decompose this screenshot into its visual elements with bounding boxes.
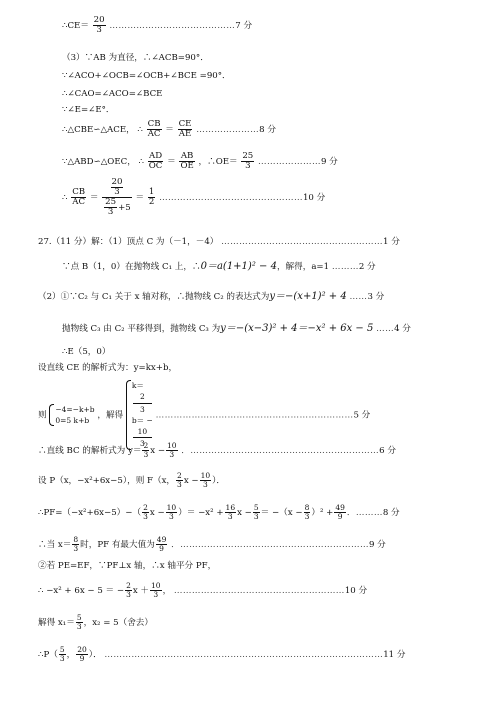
equation-system: −4=−k+b 0=5 k+b — [49, 404, 94, 427]
score-label: 10 分 — [302, 193, 326, 204]
score-label: 1 分 — [383, 237, 400, 247]
step-text: （3）∵AB 为直径，∴∠ACB=90°． — [62, 53, 209, 63]
step-equation: ∴ −x² + 6x − 5 ＝ − $\frac{2}{3}$ x ＋ $\frac{10}{3}$ ， …………………………………………………10 分 — [38, 581, 368, 599]
problem-27-header: 27.（11 分）解：（1）顶点 C 为（－1，－4） ………………………………………………1 分 — [38, 237, 400, 247]
step-text: 设直线 CE 的解析式为：y=kx+b， — [38, 363, 178, 373]
step-ratio: ∴ $\frac{CB}{AC}$ ＝ $\frac{20}{3}$ $\frac{25}{3}$ +5 ＝ $\frac{1}{2}$ …………………………………………10 分 — [62, 177, 326, 218]
score-label: 8 分 — [259, 125, 276, 136]
step-system: 则 −4=−k+b 0=5 k+b ，解得 k＝ 2 3 b＝ − 10 3 …………………………………………………………5 分 — [38, 381, 371, 449]
score-label: 2 分 — [358, 262, 376, 272]
compound-fraction: $\frac{20}{3}$ $\frac{25}{3}$ +5 — [102, 178, 132, 217]
score-label: 9 分 — [368, 539, 386, 550]
step-set-p: 设 P（x，−x²+6x−5），则 F（x， $\frac{2}{3}$ x − $\frac{10}{3}$ ）． — [38, 471, 226, 489]
step-answer-p: ∴P（ $\frac{5}{3}$ ， $\frac{20}{9}$ ）． …………………………………………………………………………………11 分 — [38, 645, 406, 663]
step-solve-x: 解得 x₁＝ $\frac{5}{3}$ ，x₂ = 5（舍去） — [38, 613, 153, 631]
score-label: 9 分 — [320, 157, 338, 168]
step-text: ∵∠E=∠E°． — [62, 105, 115, 115]
score-label: 11 分 — [383, 649, 406, 660]
step-text: ∴∠CAO=∠ACO=∠BCE — [62, 89, 163, 99]
step-text: ②若 PE=EF，∵PF⊥x 轴，∴x 轴平分 PF， — [38, 561, 217, 571]
step-c3-expression: 抛物线 C₃ 由 C₂ 平移得到，抛物线 C₃ 为y＝−(x−3)² + 4＝−x² + 6x − 5 ……4 分 — [62, 323, 411, 334]
score-label: 6 分 — [379, 445, 396, 456]
score-label: 7 分 — [235, 21, 253, 32]
step-similar-triangles: ∴△CBE∽△ACE， ∴ $\frac{CB}{AC}$ ＝ $\frac{CE}{AE}$ …………………8 分 — [62, 119, 276, 140]
step-text: ∴E（5，0） — [62, 347, 111, 357]
score-label: 3 分 — [367, 292, 385, 302]
score-label: 4 分 — [394, 324, 411, 334]
step-solve-a: ∵点 B（1，0）在抛物线 C₁ 上，∴0＝a(1+1)² − 4，解得，a=1 ………2 分 — [62, 261, 376, 272]
fraction: $\frac{20}{3}$ — [93, 15, 105, 36]
step-bc-expression: ∴直线 BC 的解析式为 y＝ $\frac{2}{3}$ x − $\frac{10}{3}$ ．………………………………………………………6 分 — [38, 441, 396, 459]
step-text: ∵∠ACO+∠OCB=∠OCB+∠BCE =90°． — [62, 71, 231, 81]
score-label: 10 分 — [344, 585, 368, 596]
step-oe-value: ∵△ABD∽△OEC， ∴ $\frac{AD}{OC}$ ＝ $\frac{AB}{OE}$ ，∴OE＝ $\frac{25}{3}$ …………………9 分 — [62, 151, 338, 172]
step-ce-value: ∴CE＝ $\frac{20}{3}$ ……………………………………7 分 — [62, 15, 253, 36]
step-c2-expression: （2）①∵C₂ 与 C₁ 关于 x 轴对称，∴抛物线 C₂ 的表达式为y＝−(x+1)² + 4 ……3 分 — [38, 291, 385, 302]
score-label: 5 分 — [353, 410, 371, 421]
step-max-pf: ∴当 x＝ $\frac{8}{3}$ 时，PF 有最大值为 $\frac{49}{9}$ ．………………………………………………………9 分 — [38, 535, 386, 553]
score-label: 8 分 — [382, 507, 400, 518]
solution-system: k＝ 2 3 b＝ − 10 3 — [126, 380, 153, 450]
step-pf: ∴PF=（−x²+6x−5）−（ $\frac{2}{3}$ x − $\frac{10}{3}$ ）＝ −x² + $\frac{16}{3}$ x − $\frac{5}{3}$ ＝ −（x − $\frac{8}{3}$ ）² + $\frac{49}{9}$ ．………8 分 — [38, 503, 400, 521]
